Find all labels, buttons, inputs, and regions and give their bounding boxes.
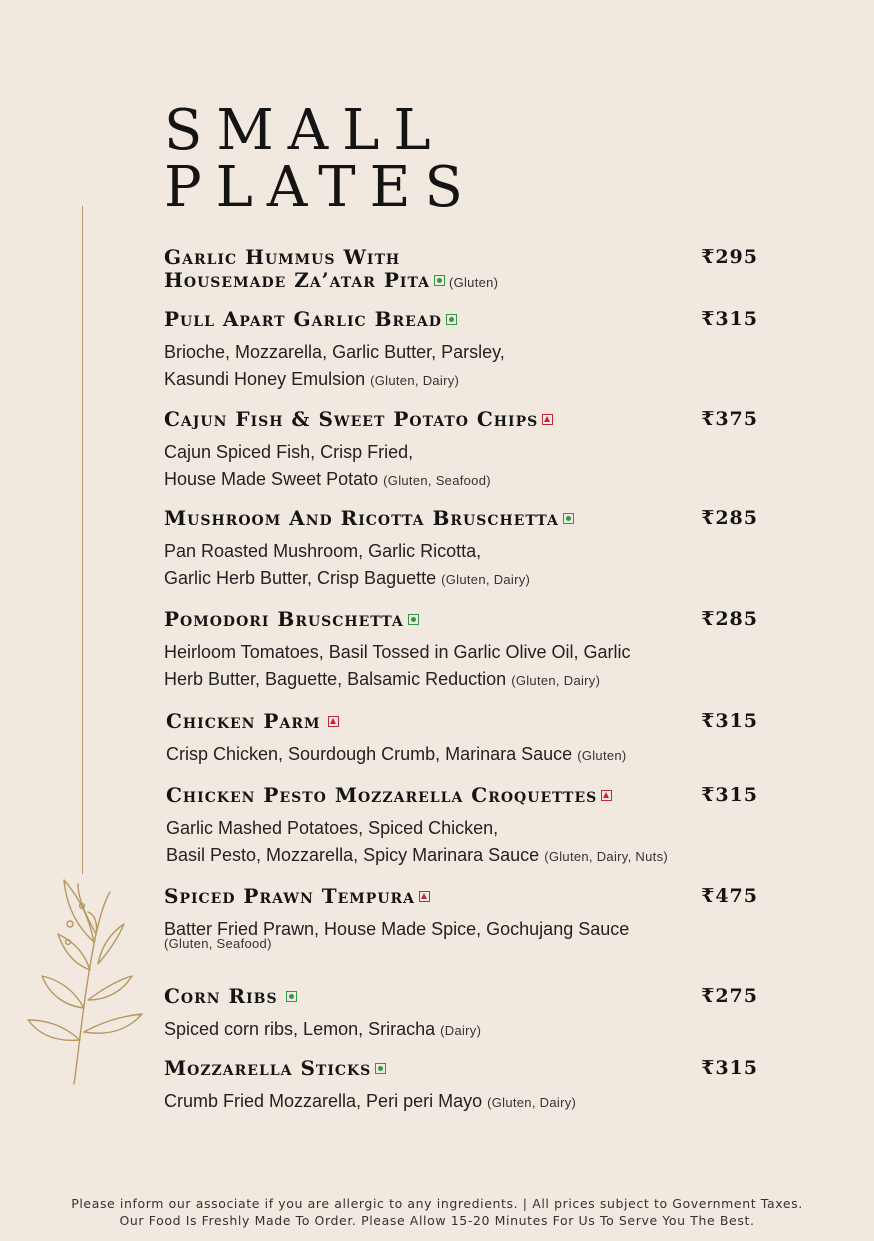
item-name [164,408,764,431]
non-veg-icon [328,716,339,727]
item-name-text: Pomodori Bruschetta [164,607,404,631]
item-description-text: Basil Pesto, Mozzarella, Spicy Marinara Sauce [166,845,540,865]
item-description-line-1 [166,741,766,769]
item-name [164,608,764,631]
menu-item-garlic-hummus [164,246,764,294]
item-description-text: Kasundi Honey Emulsion [164,369,366,389]
item-allergens: (Gluten, Dairy, Nuts) [544,849,668,864]
veg-icon [408,614,419,625]
item-description-line-2 [164,666,764,694]
item-name-text: Pull Apart Garlic Bread [164,307,442,331]
item-price: ₹475 [701,885,758,907]
item-description-line-2 [164,466,764,494]
item-name [166,784,766,807]
item-allergens: (Gluten, Dairy) [487,1095,577,1110]
veg-icon [375,1063,386,1074]
item-price: ₹375 [701,408,758,430]
item-name-text: Mushroom And Ricotta Bruschetta [164,506,559,530]
item-allergens: (Gluten) [577,748,627,763]
non-veg-icon [419,891,430,902]
item-price: ₹285 [701,507,758,529]
item-name [164,308,764,331]
item-description-text: Crisp Chicken, Sourdough Crumb, Marinara Sauce [166,744,573,764]
item-description-text: Spiced corn ribs, Lemon, Sriracha [164,1019,436,1039]
footer-note [0,1195,874,1229]
decorative-divider [82,206,83,874]
item-allergens: (Gluten, Dairy) [370,373,460,388]
item-description [164,916,764,951]
item-description-line-1: Heirloom Tomatoes, Basil Tossed in Garlic Olive Oil, Garlic [164,642,631,662]
menu-item-spiced-prawn-tempura [164,885,764,951]
menu-item-pull-apart-garlic-bread [164,308,764,394]
menu-item-chicken-parm [166,710,766,769]
non-veg-icon [601,790,612,801]
item-name-text: Housemade Za’atar Pita [164,268,430,292]
item-description-text: Herb Butter, Baguette, Balsamic Reduction [164,669,507,689]
menu-item-mushroom-ricotta-bruschetta [164,507,764,593]
item-name-text: Corn Ribs [164,984,278,1008]
item-allergens: (Dairy) [440,1023,482,1038]
item-description-line-2 [164,366,764,394]
item-price: ₹285 [701,608,758,630]
item-price: ₹315 [701,308,758,330]
veg-icon [446,314,457,325]
item-description [166,815,766,870]
item-description-line-1: Pan Roasted Mushroom, Garlic Ricotta, [164,541,482,561]
item-description [164,439,764,494]
item-description-text: Garlic Herb Butter, Crisp Baguette [164,568,437,588]
veg-icon [286,991,297,1002]
item-allergens: (Gluten, Seafood) [164,936,272,951]
item-description [166,741,766,769]
page-title-line-1: SMALL [164,98,445,163]
item-name-line-1: Garlic Hummus With [164,245,401,269]
item-allergens: (Gluten, Dairy) [511,673,601,688]
page-title [164,98,477,220]
item-name-text: Spiced Prawn Tempura [164,884,416,908]
veg-icon [563,513,574,524]
item-description [164,1016,764,1044]
menu-item-corn-ribs [164,985,764,1044]
item-description-line-1: Brioche, Mozzarella, Garlic Butter, Parsley, [164,342,505,362]
item-price: ₹275 [701,985,758,1007]
item-name [166,710,766,733]
item-description [164,339,764,394]
footer-line-1: Please inform our associate if you are allergic to any ingredients. | All prices subject to Government Taxes. [71,1196,803,1211]
item-name-line-2 [164,269,764,294]
item-name-text: Cajun Fish & Sweet Potato Chips [164,407,539,431]
menu-item-pomodori-bruschetta [164,608,764,694]
item-description-text: House Made Sweet Potato [164,469,379,489]
item-description-line-1: Batter Fried Prawn, House Made Spice, Gochujang Sauce [164,919,630,939]
item-allergens: (Gluten, Seafood) [383,473,491,488]
veg-icon [434,275,445,286]
item-allergens: (Gluten) [448,275,499,290]
item-description-line-2 [166,842,766,870]
menu-item-cajun-fish [164,408,764,494]
item-name-text: Mozzarella Sticks [164,1056,372,1080]
item-description-line-1: Garlic Mashed Potatoes, Spiced Chicken, [166,818,499,838]
item-description-line-2 [164,565,764,593]
item-name [164,985,764,1008]
item-price: ₹295 [701,246,758,268]
item-name [164,1057,764,1080]
item-price: ₹315 [701,710,758,732]
item-name [164,507,764,530]
item-name-text: Chicken Parm [166,709,321,733]
item-description-text: Crumb Fried Mozzarella, Peri peri Mayo [164,1091,483,1111]
item-description-line-1: Cajun Spiced Fish, Crisp Fried, [164,442,414,462]
menu-item-mozzarella-sticks [164,1057,764,1116]
item-price: ₹315 [701,784,758,806]
item-description-line-1 [164,1016,764,1044]
item-name [164,246,764,294]
leaf-sprig-icon [18,872,153,1092]
item-description-line-1 [164,1088,764,1116]
item-description [164,639,764,694]
item-name [164,885,764,908]
menu-item-chicken-pesto-croquettes [166,784,766,870]
item-name-text: Chicken Pesto Mozzarella Croquettes [166,783,598,807]
item-price: ₹315 [701,1057,758,1079]
item-description [164,1088,764,1116]
item-allergens: (Gluten, Dairy) [441,572,531,587]
item-description [164,538,764,593]
footer-line-2: Our Food Is Freshly Made To Order. Please Allow 15-20 Minutes For Us To Serve You The Best. [119,1213,755,1228]
non-veg-icon [542,414,553,425]
page-title-line-2: PLATES [164,155,477,220]
